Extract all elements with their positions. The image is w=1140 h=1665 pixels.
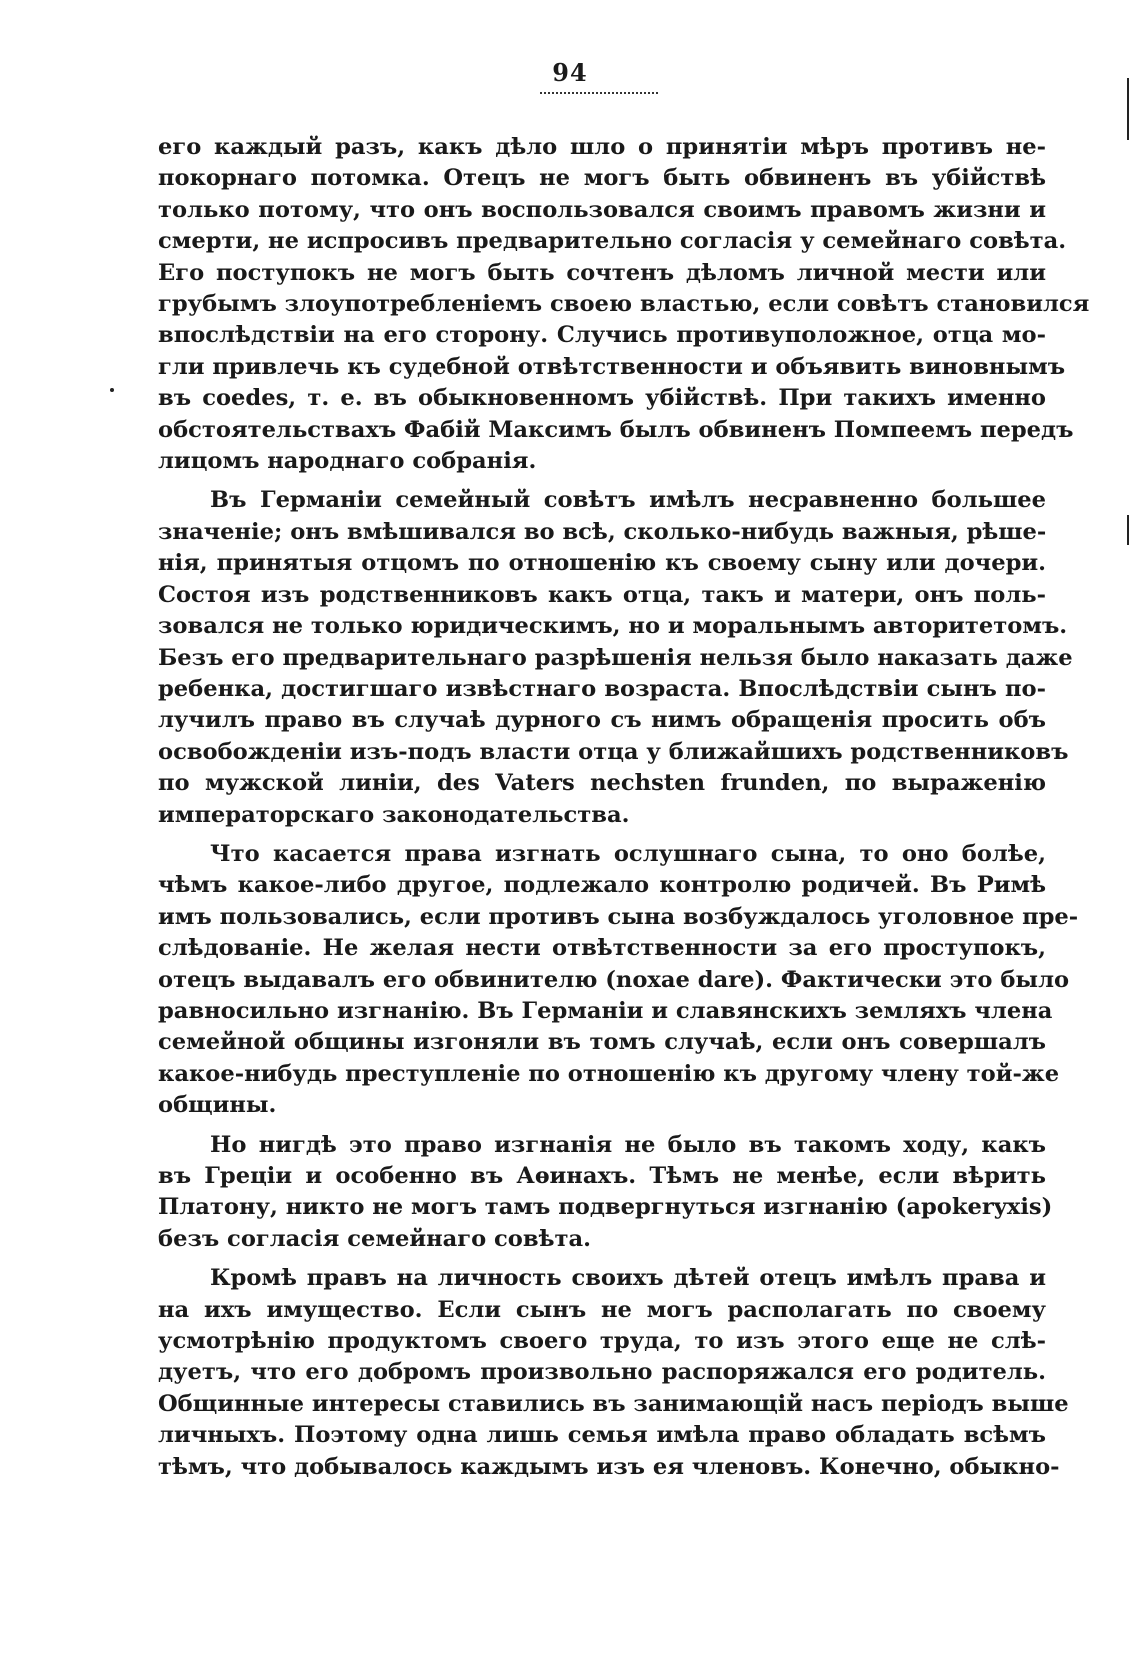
- paragraph: [158, 1263, 1069, 1483]
- text-line: дуетъ, что его добромъ произвольно распоряжался его родитель.: [158, 1359, 1046, 1386]
- text-line: имъ пользовались, если противъ сына возбуждалось уголовное пре-: [158, 903, 1079, 930]
- text-line: въ coedes, т. е. въ обыкновенномъ убійствѣ. При такихъ именно: [158, 385, 1046, 412]
- text-line: Состоя изъ родственниковъ какъ отца, такъ и матери, онъ поль-: [158, 581, 1046, 608]
- text-line: освобожденіи изъ-подъ власти отца у ближайшихъ родственниковъ: [158, 738, 1069, 765]
- text-line: только потому, что онъ воспользовался своимъ правомъ жизни и: [158, 196, 1046, 223]
- text-line: безъ согласія семейнаго совѣта.: [158, 1225, 591, 1252]
- text-line: грубымъ злоупотребленіемъ своею властью, если совѣтъ становился: [158, 291, 1090, 318]
- text-line: покорнаго потомка. Отецъ не могъ быть обвиненъ въ убійствѣ: [158, 165, 1046, 192]
- text-line: семейной общины изгоняли въ томъ случаѣ, если онъ совершалъ: [158, 1029, 1046, 1056]
- text-line: смерти, не испросивъ предварительно согласія у семейнаго совѣта.: [158, 228, 1067, 255]
- paragraph: [158, 132, 1090, 477]
- text-line: обстоятельствахъ Фабій Максимъ былъ обвиненъ Помпеемъ передъ: [158, 416, 1074, 443]
- text-line: на ихъ имущество. Если сынъ не могъ располагать по своему: [158, 1296, 1046, 1323]
- text-line: Но нигдѣ это право изгнанія не было въ такомъ ходу, какъ: [210, 1131, 1046, 1158]
- text-line: нія, принятыя отцомъ по отношенію къ своему сыну или дочери.: [158, 550, 1046, 577]
- text-line: усмотрѣнію продуктомъ своего труда, то изъ этого еще не слѣ-: [158, 1328, 1046, 1355]
- scan-edge-mark: [1127, 78, 1129, 140]
- text-line: Кромѣ правъ на личность своихъ дѣтей отецъ имѣлъ права и: [210, 1265, 1046, 1292]
- text-line: чѣмъ какое-либо другое, подлежало контролю родичей. Въ Римѣ: [158, 872, 1046, 899]
- text-line: Что касается права изгнать ослушнаго сына, то оно болѣе,: [210, 840, 1046, 867]
- text-line: Въ Германіи семейный совѣтъ имѣлъ несравненно большее: [210, 487, 1046, 514]
- text-line: значеніе; онъ вмѣшивался во всѣ, сколько-нибудь важныя, рѣше-: [158, 518, 1047, 545]
- text-line: лицомъ народнаго собранія.: [158, 448, 537, 475]
- text-line: тѣмъ, что добывалось каждымъ изъ ея членовъ. Конечно, обыкно-: [158, 1453, 1060, 1480]
- text-line: слѣдованіе. Не желая нести отвѣтственности за его проступокъ,: [158, 935, 1046, 962]
- body-text: [158, 132, 1090, 1491]
- text-line: личныхъ. Поэтому одна лишь семья имѣла право обладать всѣмъ: [158, 1422, 1046, 1449]
- scan-edge-mark: [1127, 515, 1129, 545]
- text-line: равносильно изгнанію. Въ Германіи и славянскихъ земляхъ члена: [158, 997, 1053, 1024]
- text-line: Платону, никто не могъ тамъ подвергнуться изгнанію (apokeryxis): [158, 1194, 1053, 1221]
- text-line: Общинные интересы ставились въ занимающій насъ періодъ выше: [158, 1390, 1069, 1417]
- text-line: императорскаго законодательства.: [158, 801, 630, 828]
- text-line: зовался не только юридическимъ, но и моральнымъ авторитетомъ.: [158, 613, 1068, 640]
- text-line: гли привлечь къ судебной отвѣтственности и объявить виновнымъ: [158, 353, 1066, 380]
- text-line: по мужской линіи, des Vaters nechsten frunden, по выраженію: [158, 770, 1046, 797]
- text-line: его каждый разъ, какъ дѣло шло о принятіи мѣръ противъ не-: [158, 134, 1046, 160]
- paragraph: [158, 1130, 1053, 1256]
- text-line: лучилъ право въ случаѣ дурного съ нимъ обращенія просить объ: [158, 707, 1046, 734]
- paragraph: [158, 485, 1073, 830]
- text-line: Его поступокъ не могъ быть сочтенъ дѣломъ личной мести или: [158, 259, 1046, 286]
- page-number-rule: [540, 92, 658, 94]
- text-line: какое-нибудь преступленіе по отношенію къ другому члену той-же: [158, 1060, 1060, 1087]
- page-number: 94: [552, 58, 588, 87]
- scan-dot-mark: [110, 388, 114, 392]
- text-line: въ Греціи и особенно въ Аѳинахъ. Тѣмъ не менѣе, если вѣрить: [158, 1163, 1046, 1189]
- text-line: общины.: [158, 1092, 277, 1119]
- paragraph: [158, 839, 1079, 1122]
- text-line: ребенка, достигшаго извѣстнаго возраста. Впослѣдствіи сынъ по-: [158, 675, 1046, 702]
- text-line: Безъ его предварительнаго разрѣшенія нельзя было наказать даже: [158, 644, 1073, 671]
- text-line: впослѣдствіи на его сторону. Случись противуположное, отца мо-: [158, 322, 1046, 349]
- text-line: отецъ выдавалъ его обвинителю (noxae dare). Фактически это было: [158, 966, 1070, 993]
